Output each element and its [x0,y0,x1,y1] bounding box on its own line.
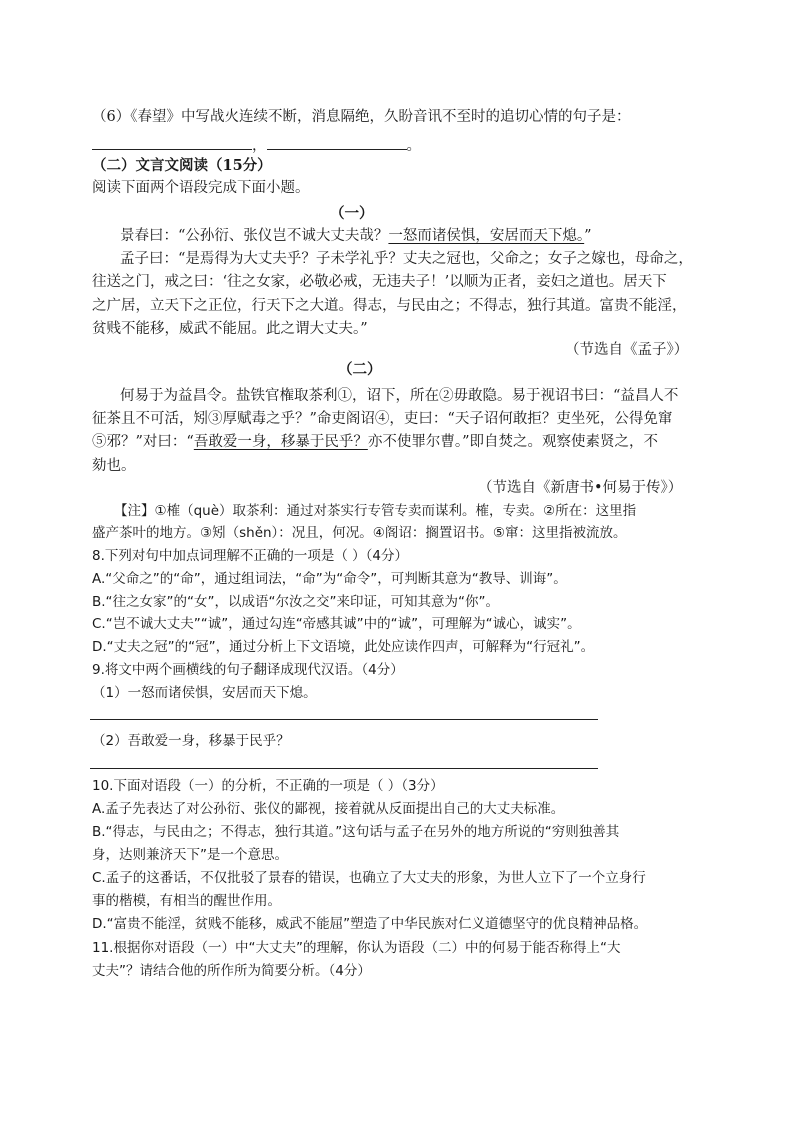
q10-option-a[interactable]: A.孟子先表达了对公孙衍、张仪的鄙视，接着就从反面提出自己的大丈夫标准。 [92,801,565,817]
q10-option-d[interactable]: D.“富贵不能淫，贫贱不能移，威武不能屈”塑造了中华民族对仁义道德坚守的优良精神品格。 [92,916,648,932]
passage1-underlined-sentence: 一怒而诸侯惧，安居而天下熄。 [388,228,585,244]
q8-option-c[interactable]: C.“岂不诚大丈夫”“诚”，通过勾连“帝感其诚”中的“诚”，可理解为“诚心，诚实”。 [92,616,581,632]
passage1-line-2: 孟子曰：“是焉得为大丈夫乎？子未学礼乎？丈夫之冠也，父命之；女子之嫁也，母命之， [120,251,693,267]
q10-option-b-line-2[interactable]: 身，达则兼济天下”是一个意思。 [92,847,288,863]
q6-answer-line: ， 。 [92,135,421,156]
q9-answer-line-2[interactable] [90,768,598,769]
passage2-heading: （二） [338,361,382,378]
q8-option-b[interactable]: B.“往之女家”的“女”，以成语“尔汝之交”来印证，可知其意为“你”。 [92,594,500,610]
note-line-1: 【注】①榷（què）取茶利：通过对茶实行专管专卖而谋利。榷，专卖。②所在：这里指 [114,503,637,519]
passage1-source: （节选自《孟子》） [565,342,689,358]
passage1-line-5: 贫贱不能移，威武不能屈。此之谓大丈夫。” [92,321,368,337]
q8-stem: 8.下列对句中加点词理解不正确的一项是（ ）（4分） [92,548,409,564]
q9-stem: 9.将文中两个画横线的句子翻译成现代汉语。（4分） [92,662,404,678]
q10-stem: 10.下面对语段（一）的分析，不正确的一项是（ ）（3分） [92,778,444,794]
q6-answer-blank-1[interactable] [92,135,252,150]
passage2-source: （节选自《新唐书•何易于传》） [478,480,683,496]
section-instruction: 阅读下面两个语段完成下面小题。 [92,180,310,196]
passage2-underlined-sentence: 吾敢爱一身，移暴于民乎？ [193,434,368,450]
passage2-line-4: 劾也。 [92,458,136,474]
q8-option-a[interactable]: A.“父命之”的“命”，通过组词法，“命”为“命令”，可判断其意为“教导、训诲”。 [92,571,567,587]
passage2-line-1: 何易于为益昌令。盐铁官権取茶利①，诏下，所在②毋敢隐。易于视诏书曰：“益昌人不 [120,388,679,404]
q10-option-b-line-1[interactable]: B.“得志，与民由之；不得志，独行其道。”这句话与孟子在另外的地方所说的“穷则独善其 [92,824,620,840]
passage2-line-3: ⑤邪？”对曰：“吾敢爱一身，移暴于民乎？亦不使罪尔曹。”即自焚之。观察使素贤之，不 [92,434,658,450]
q9-sentence-1: （1）一怒而诸侯惧，安居而天下熄。 [92,685,317,701]
passage1-line-4: 之广居，立天下之正位，行天下之大道。得志，与民由之；不得志，独行其道。富贵不能淫， [92,298,687,314]
q11-line-1: 11.根据你对语段（一）中“大丈夫”的理解，你认为语段（二）中的何易于能否称得上“大 [92,940,621,956]
note-line-2: 盛产茶叶的地方。③矧（shěn）：况且，何况。④阁诏：搁置诏书。⑤窜：这里指被流放。 [92,525,627,541]
q9-answer-line-1[interactable] [90,719,598,720]
passage2-line-2: 征茶且不可活，矧③厚赋毒之乎？”命吏阁诏④，吏曰：“天子诏何敢拒？吏坐死，公得免窜 [92,411,673,427]
passage1-line-3: 往送之门，戒之曰：‘往之女家，必敬必戒，无违夫子！’以顺为正者，妾妇之道也。居天下 [92,274,667,290]
q10-option-c-line-2[interactable]: 事的楷模，有相当的醒世作用。 [92,893,281,909]
q6-prompt: （6）《春望》中写战火连续不断，消息隔绝，久盼音讯不至时的追切心情的句子是： [92,109,631,125]
q11-line-2: 丈夫”？请结合他的所作所为简要分析。（4分） [92,963,371,979]
q10-option-c-line-1[interactable]: C.孟子的这番话，不仅批驳了景春的错误，也确立了大丈夫的形象，为世人立下了一个立身行 [92,870,646,886]
passage1-line-1: 景春曰：“公孙衍、张仪岂不诚大丈夫哉？一怒而诸侯惧，安居而天下熄。” [120,228,592,244]
passage1-heading: （一） [330,205,374,222]
q9-sentence-2: （2）吾敢爱一身，移暴于民乎？ [92,733,290,749]
q6-answer-blank-2[interactable] [267,135,407,150]
section-title: （二）文言文阅读（15分） [92,157,272,174]
q8-option-d[interactable]: D.“丈夫之冠”的“冠”，通过分析上下文语境，此处应读作四声，可解释为“行冠礼”。 [92,639,595,655]
